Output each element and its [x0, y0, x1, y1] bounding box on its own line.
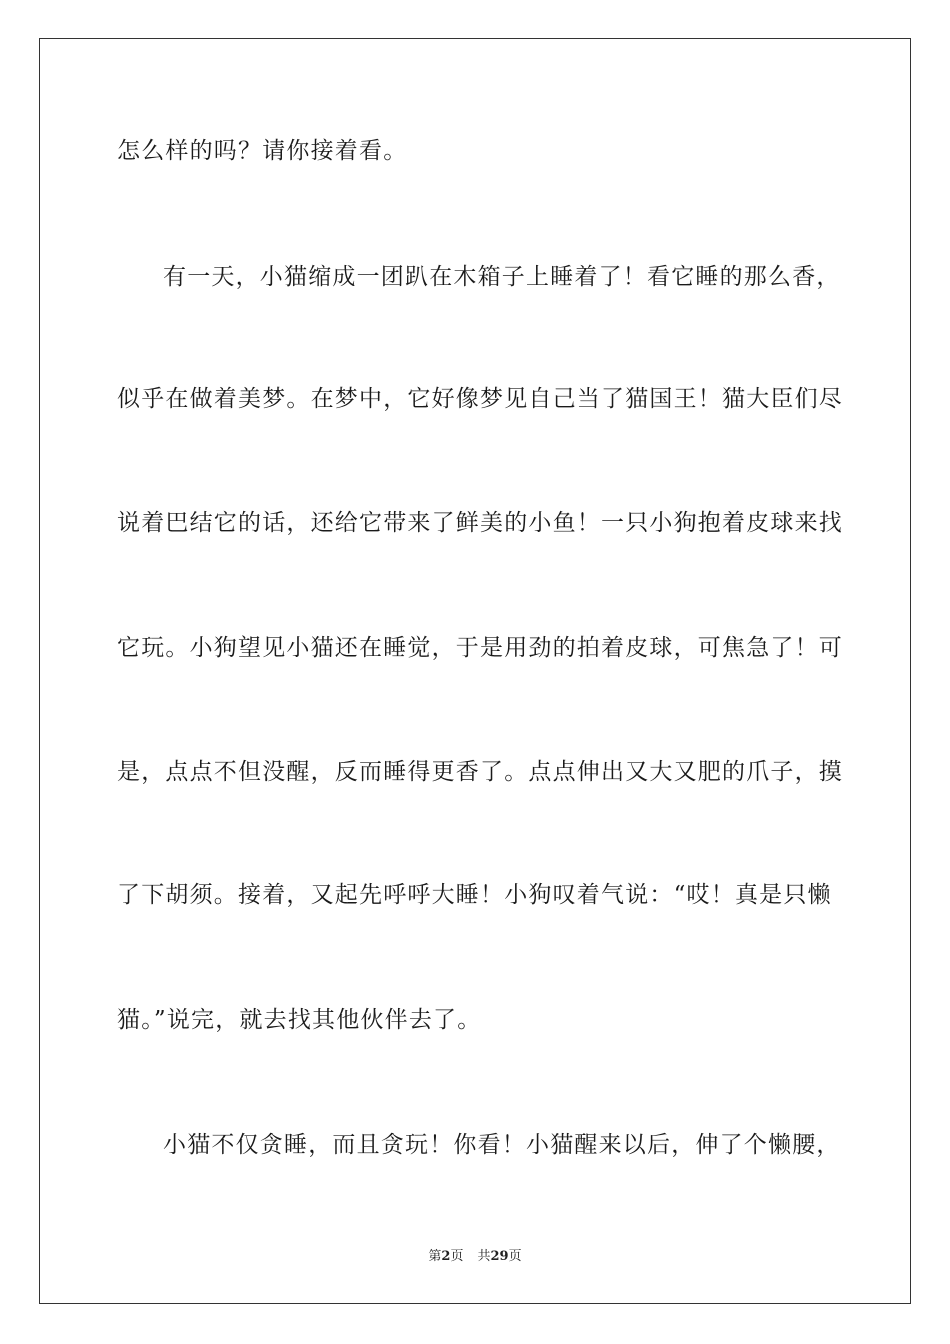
page-suffix: 页	[450, 1249, 464, 1264]
text-line-3: 似乎在做着美梦。在梦中，它好像梦见自己当了猫国王！猫大臣们尽	[117, 386, 843, 412]
text-line-7: 了下胡须。接着，又起先呼呼大睡！小狗叹着气说：“哎！真是只懒	[117, 882, 832, 908]
text-line-4: 说着巴结它的话，还给它带来了鲜美的小鱼！一只小狗抱着皮球来找	[117, 510, 843, 536]
text-line-1: 怎么样的吗？请你接着看。	[117, 138, 408, 164]
text-line-8: 猫。”说完，就去找其他伙伴去了。	[117, 1007, 482, 1033]
text-line-2: 有一天，小猫缩成一团趴在木箱子上睡着了！看它睡的那么香，	[163, 264, 841, 290]
text-line-5: 它玩。小狗望见小猫还在睡觉，于是用劲的拍着皮球，可焦急了！可	[117, 635, 843, 661]
total-pages: 29	[490, 1249, 509, 1264]
page-footer	[0, 1248, 950, 1266]
total-suffix: 页	[508, 1249, 522, 1264]
page-prefix: 第	[428, 1249, 442, 1264]
total-prefix: 共	[477, 1249, 491, 1264]
text-line-9: 小猫不仅贪睡，而且贪玩！你看！小猫醒来以后，伸了个懒腰，	[163, 1132, 841, 1158]
text-line-6: 是，点点不但没醒，反而睡得更香了。点点伸出又大又肥的爪子，摸	[117, 759, 843, 785]
page-border	[39, 38, 911, 1304]
page-number: 2	[441, 1249, 451, 1264]
